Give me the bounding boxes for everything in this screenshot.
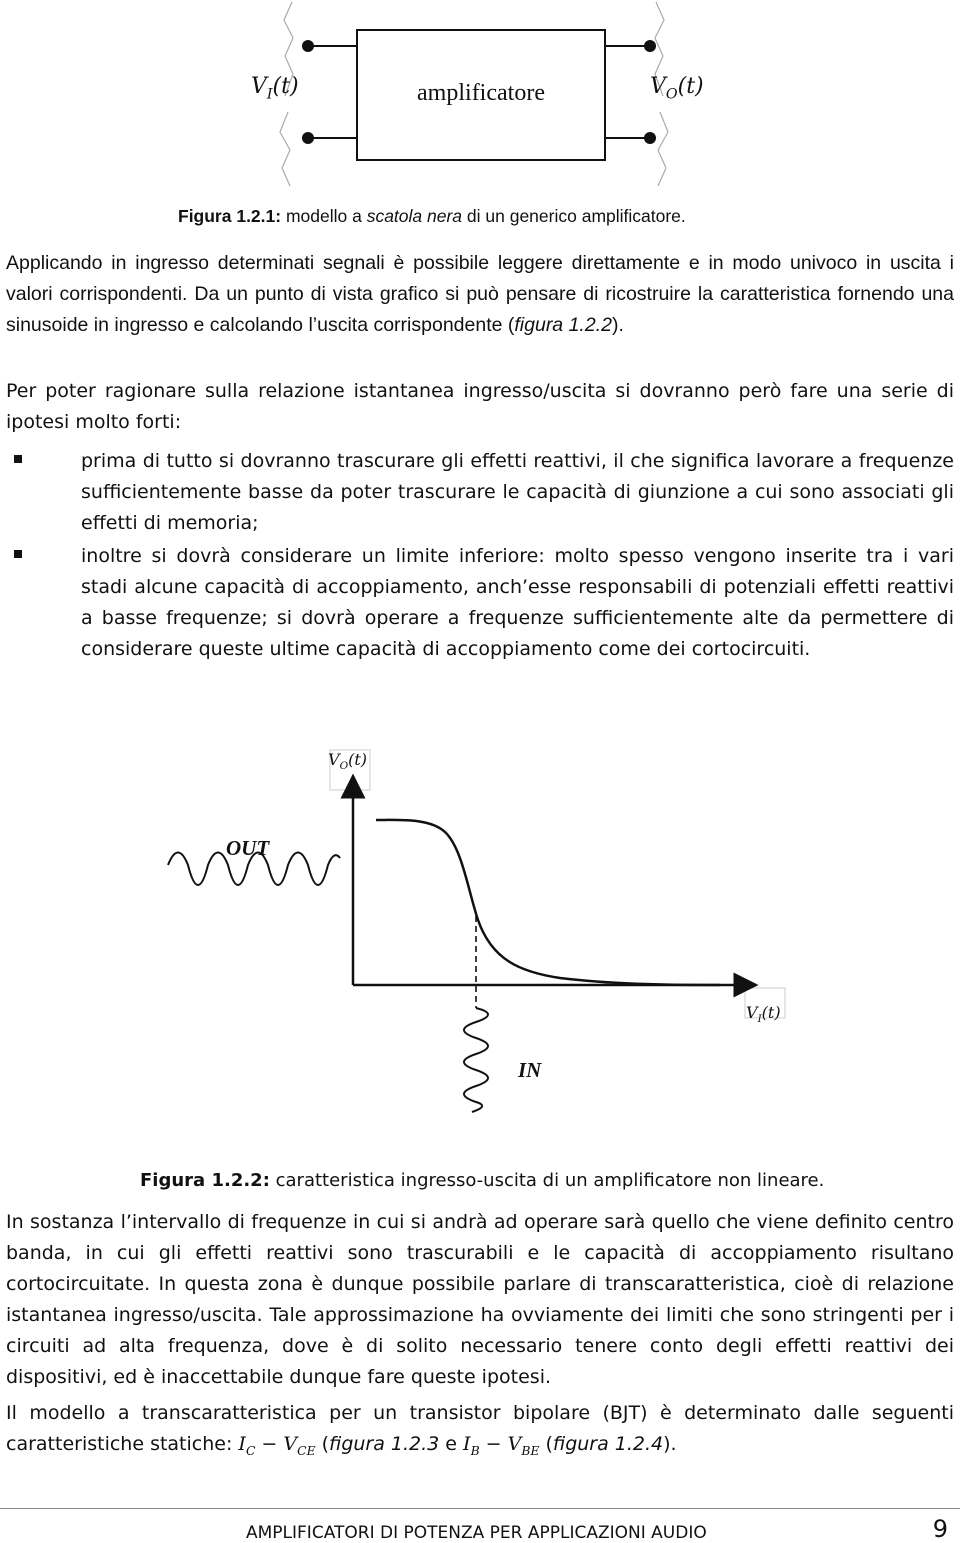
amplifier-box-label: amplificatore <box>417 80 545 106</box>
figure-1-caption-number: Figura 1.2.1: <box>178 206 282 226</box>
ic-vce-math: $I_C - V_{CE}$ <box>238 1433 316 1458</box>
caption-text: modello a <box>281 206 367 226</box>
bullet-square-icon <box>14 455 22 463</box>
out-label: OUT <box>226 836 270 860</box>
input-sine-wave <box>464 1008 488 1112</box>
paragraph-1-end: ). <box>611 314 624 336</box>
list-item: prima di tutto si dovranno trascurare gli effetti reattivi, il che significa lavorare a frequenze sufficientemente basse da poter trascurare le capacità di giunzione a cui sono associati gli effetti di memoria; <box>81 450 954 534</box>
paragraph-3: In sostanza l’intervallo di frequenze in cui si andrà ad operare sarà quello che viene definito centro banda, in cui gli effetti reattivi sono trascurabili e le capacità di accoppiamento risultano cortocircuitate. In questa zona è dunque possibile parlare di transcaratteristica, cioè di relazione istantanea ingresso/uscita. Tale approssimazione ha ovviamente dei limiti che sono stringenti per i circuiti ad alta frequenza, dove è di solito necessario tenere conto degli effetti reattivi dei dispositivi, ed è inaccettabile dunque fare queste ipotesi. <box>6 1211 954 1388</box>
page-footer <box>0 1508 960 1543</box>
figure-reference: figura 1.2.2 <box>514 314 612 336</box>
output-voltage-label: $V_O(t)$ <box>650 74 704 103</box>
caption-text: caratteristica ingresso-uscita di un amplificatore non lineare. <box>269 1170 825 1191</box>
caption-text-end: di un generico amplificatore. <box>462 206 686 226</box>
terminal-in-top <box>302 40 314 52</box>
terminal-out-top <box>644 40 656 52</box>
break-line-right-lower <box>658 112 668 186</box>
ib-vbe-math: $I_B - V_{BE}$ <box>463 1433 540 1458</box>
y-axis-label: $V_O(t)$ <box>328 750 368 773</box>
running-title: AMPLIFICATORI DI POTENZA PER APPLICAZIONI AUDIO <box>246 1523 707 1543</box>
break-line-left-lower <box>280 112 290 186</box>
caption-emphasis: scatola nera <box>366 206 463 226</box>
paragraph-4: Il modello a transcaratteristica per un transistor bipolare (BJT) è determinato dalle seguenti caratteristiche statiche: $I_C - V_{CE}$ (figura 1.2.3 e $I_B - V_{BE}$ (figura 1.2.4). <box>6 1402 954 1458</box>
transfer-characteristic-diagram <box>0 740 960 1120</box>
paragraph-2: Per poter ragionare sulla relazione istantanea ingresso/uscita si dovranno però fare una serie di ipotesi molto forti: <box>6 380 954 433</box>
bullet-square-icon <box>14 550 22 558</box>
list-item: inoltre si dovrà considerare un limite inferiore: molto spesso vengono inserite tra i vari stadi alcune capacità di accoppiamento, anch’esse responsabili di potenziali effetti reattivi a basse frequenze; si dovrà operare a frequenze sufficientemente alte da permettere di considerare queste ultime capacità di accoppiamento come dei cortocircuiti. <box>81 545 954 660</box>
input-voltage-label: $V_I(t)$ <box>251 74 299 103</box>
figure-2-caption <box>140 1169 824 1193</box>
terminal-out-bottom <box>644 132 656 144</box>
black-box-diagram <box>0 0 960 200</box>
figure-1-caption <box>178 204 686 228</box>
characteristic-curve <box>376 820 720 985</box>
page-number: 9 <box>932 1515 948 1543</box>
figure-2-caption-number: Figura 1.2.2: <box>140 1170 270 1191</box>
paragraph-4-text: Il modello a transcaratteristica per un transistor bipolare (BJT) è determinato dalle seguenti caratteristiche statiche: <box>6 1402 954 1455</box>
x-axis-label: $V_I(t)$ <box>746 1003 781 1026</box>
conjunction: e <box>439 1433 464 1455</box>
in-label: IN <box>518 1058 542 1082</box>
terminal-in-bottom <box>302 132 314 144</box>
figure-reference: figura 1.2.4 <box>552 1433 664 1455</box>
figure-reference: figura 1.2.3 <box>329 1433 440 1455</box>
paragraph-1 <box>6 248 954 341</box>
paragraph-4-end: ). <box>663 1433 677 1455</box>
paragraph-1-text: Applicando in ingresso determinati segnali è possibile leggere direttamente e in modo univoco in uscita i valori corrispondenti. Da un punto di vista grafico si può pensare di ricostruire la caratteristica fornendo una sinusoide in ingresso e calcolando l’uscita corrispondente ( <box>6 252 954 336</box>
